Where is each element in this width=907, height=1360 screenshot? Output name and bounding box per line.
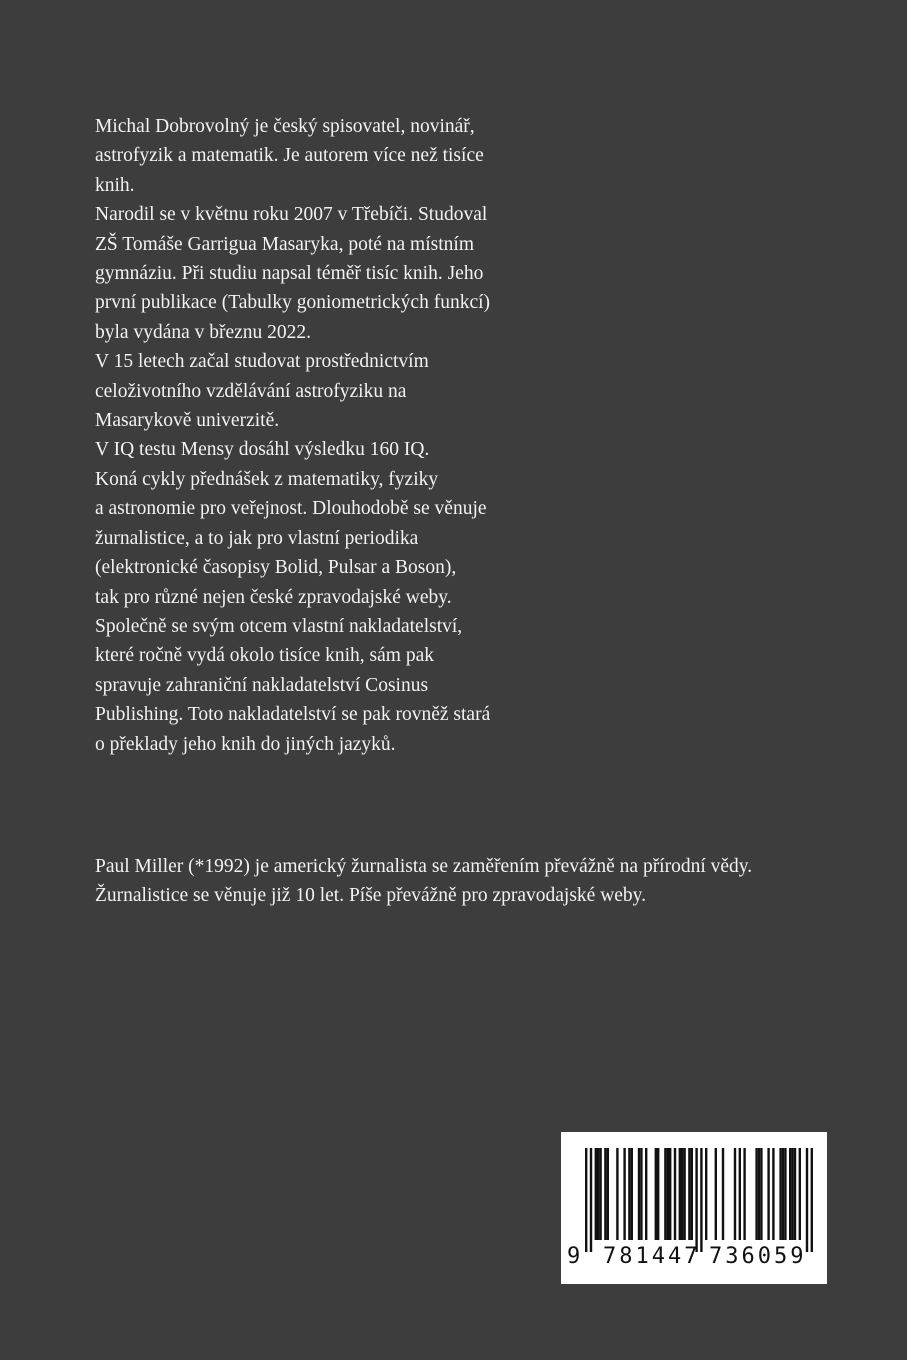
author-bio-line: Publishing. Toto nakladatelství se pak rovněž stará	[95, 704, 491, 726]
author-bio-line: první publikace (Tabulky goniometrických funkcí)	[95, 292, 491, 314]
author-bio-line: Michal Dobrovolný je český spisovatel, novinář,	[95, 116, 475, 137]
barcode-bar	[679, 1148, 681, 1240]
barcode-bar	[739, 1148, 741, 1240]
isbn-digit-group-2: 781447	[603, 1244, 701, 1269]
barcode-bar	[811, 1148, 813, 1252]
author-bio-line: Narodil se v květnu roku 2007 v Třebíči. Studoval	[95, 204, 488, 226]
author-bio-line: které ročně vydá okolo tisíce knih, sám pak	[95, 645, 434, 667]
author-bio-line: žurnalistice, a to jak pro vlastní periodika	[95, 527, 419, 549]
barcode-bar	[760, 1148, 762, 1240]
barcode-bar	[638, 1148, 640, 1240]
author-bio-line: gymnáziu. Při studiu napsal téměř tisíc knih. Jeho	[95, 263, 484, 285]
barcode-bar	[590, 1148, 592, 1252]
coauthor-bio-line: Paul Miller (*1992) je americký žurnalista se zaměřením převážně na přírodní vědy.	[95, 856, 753, 877]
barcode-bar	[595, 1148, 597, 1240]
author-bio-line: Masarykově univerzitě.	[95, 410, 280, 432]
author-bio-line: o překlady jeho knih do jiných jazyků.	[95, 733, 396, 755]
barcode-bar	[664, 1148, 666, 1240]
barcode-bar	[616, 1148, 618, 1240]
barcode-bar	[628, 1148, 630, 1240]
author-bio-line: ZŠ Tomáše Garrigua Masaryka, poté na místním	[95, 233, 474, 255]
barcode-bar	[585, 1148, 587, 1252]
barcode-bar	[779, 1148, 781, 1240]
author-bio-line: astrofyzik a matematik. Je autorem více než tisíce	[95, 145, 484, 167]
barcode-bar	[791, 1148, 793, 1240]
barcode-bar	[655, 1148, 657, 1240]
barcode-bar	[705, 1148, 707, 1240]
barcode-bar	[799, 1148, 801, 1240]
barcode-bar	[743, 1148, 745, 1240]
barcode-bar	[599, 1148, 601, 1240]
barcode-bar	[669, 1148, 671, 1240]
barcode-bar	[782, 1148, 784, 1240]
barcode-bar	[767, 1148, 769, 1240]
barcode-bar	[683, 1148, 685, 1240]
barcode-bar	[681, 1148, 683, 1240]
isbn-digit-group-1: 9	[567, 1244, 584, 1269]
author-bio-line: knih.	[95, 174, 135, 196]
barcode-bar	[794, 1148, 796, 1240]
barcode-bar	[700, 1148, 702, 1252]
barcode-bar	[715, 1148, 717, 1240]
barcode-bar	[722, 1148, 724, 1240]
barcode-bar	[734, 1148, 736, 1240]
barcode-bar	[645, 1148, 647, 1240]
coauthor-bio-line: Žurnalistice se věnuje již 10 let. Píše převážně pro zpravodajské weby.	[95, 885, 647, 907]
barcode-bar	[623, 1148, 625, 1240]
barcode-bar	[597, 1148, 599, 1240]
isbn-digit-group-3: 736059	[709, 1244, 807, 1269]
author-bio-line: V IQ testu Mensy dosáhl výsledku 160 IQ.	[95, 439, 430, 461]
barcode-bar	[772, 1148, 774, 1240]
barcode-bar	[657, 1148, 659, 1240]
barcode-bar	[607, 1148, 609, 1240]
coauthor-bio	[95, 852, 815, 911]
barcode-bar	[674, 1148, 676, 1240]
barcode-bar	[688, 1148, 690, 1240]
author-bio-line: spravuje zahraniční nakladatelství Cosinus	[95, 674, 429, 696]
isbn-barcode	[561, 1132, 827, 1284]
barcode-bar	[758, 1148, 760, 1240]
barcode-bar	[784, 1148, 786, 1240]
barcode-bar	[806, 1148, 808, 1252]
barcode-bar	[789, 1148, 791, 1240]
barcode-bar	[631, 1148, 633, 1240]
author-bio	[95, 112, 525, 759]
barcode-bar	[691, 1148, 693, 1240]
author-bio-line: byla vydána v březnu 2022.	[95, 321, 312, 343]
isbn-digits	[561, 1244, 827, 1274]
barcode-bar	[667, 1148, 669, 1240]
barcode-bar	[695, 1148, 697, 1252]
author-bio-line: celoživotního vzdělávání astrofyziku na	[95, 380, 407, 402]
author-bio-line: Koná cykly přednášek z matematiky, fyziky	[95, 468, 439, 490]
author-bio-line: (elektronické časopisy Bolid, Pulsar a Boson),	[95, 557, 457, 579]
barcode-bar	[755, 1148, 757, 1240]
author-bio-line: Společně se svým otcem vlastní nakladatelství,	[95, 615, 463, 637]
author-bio-line: a astronomie pro veřejnost. Dlouhodobě se věnuje	[95, 498, 487, 520]
barcode-bar	[640, 1148, 642, 1240]
barcode-bar	[604, 1148, 606, 1240]
author-bio-line: tak pro různé nejen české zpravodajské weby.	[95, 586, 452, 608]
author-bio-line: V 15 letech začal studovat prostřednictvím	[95, 351, 429, 373]
